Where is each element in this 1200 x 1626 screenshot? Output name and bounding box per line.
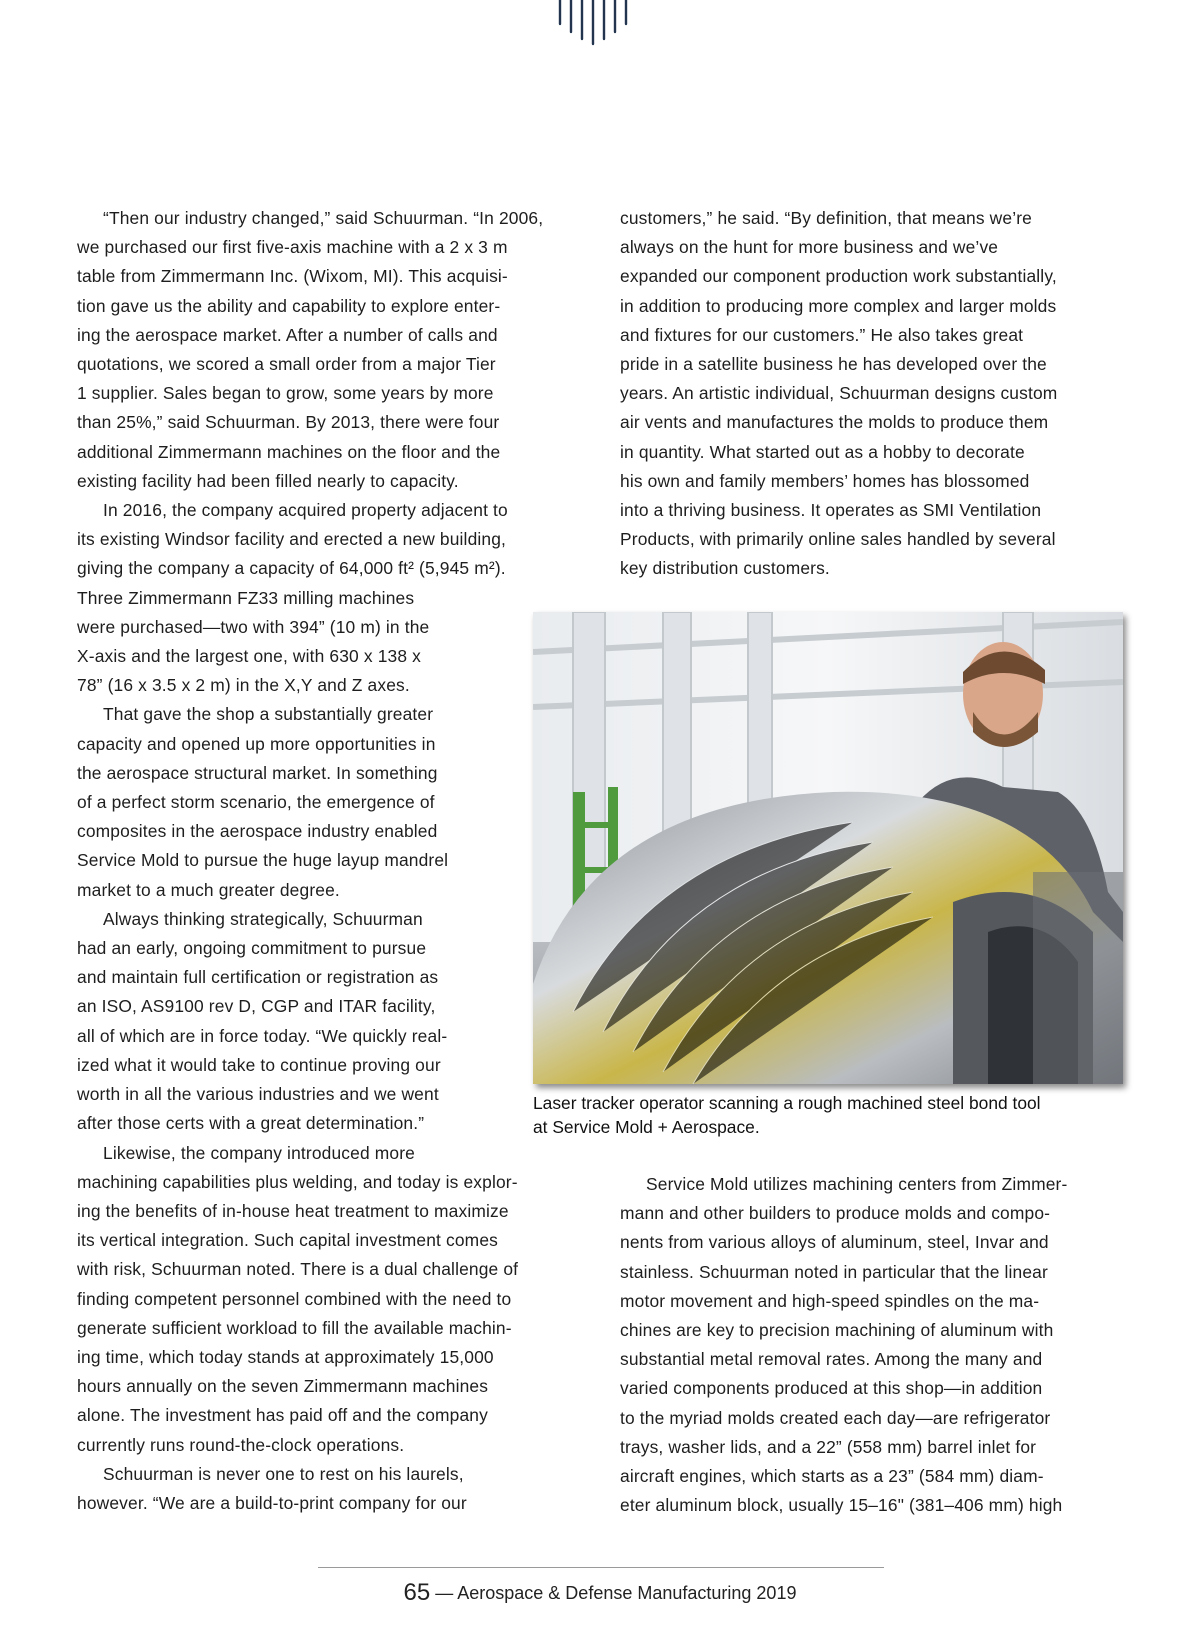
text-line: hours annually on the seven Zimmermann machines	[77, 1376, 489, 1397]
text-line: pride in a satellite business he has developed over the	[620, 354, 1047, 375]
text-line: table from Zimmermann Inc. (Wixom, MI). This acquisi-	[77, 266, 508, 287]
page-footer	[0, 1577, 1200, 1609]
text-line: however. “We are a build-to-print company for our	[77, 1492, 467, 1513]
text-line: all of which are in force today. “We quickly real-	[77, 1025, 448, 1046]
text-line: ized what it would take to continue proving our	[77, 1054, 441, 1075]
text-line: stainless. Schuurman noted in particular that the linear	[620, 1261, 1048, 1282]
text-line: and fixtures for our customers.” He also takes great	[620, 324, 1024, 345]
text-line: ing the aerospace market. After a number of calls and	[77, 324, 498, 345]
text-line: “Then our industry changed,” said Schuurman. “In 2006,	[103, 208, 544, 228]
text-line: motor movement and high-speed spindles on the ma-	[620, 1290, 1040, 1311]
footer-rule	[318, 1567, 884, 1568]
text-line: trays, washer lids, and a 22” (558 mm) barrel inlet for	[620, 1436, 1037, 1457]
text-line: with risk, Schuurman noted. There is a dual challenge of	[77, 1259, 519, 1280]
text-line: alone. The investment has paid off and the company	[77, 1405, 488, 1426]
text-line: into a thriving business. It operates as SMI Ventilation	[620, 500, 1042, 521]
text-line: generate sufficient workload to fill the available machin-	[77, 1317, 512, 1338]
publication-title: Aerospace & Defense Manufacturing 2019	[457, 1583, 797, 1603]
text-line: chines are key to precision machining of aluminum with	[620, 1320, 1054, 1341]
article-column-right-bottom	[620, 1170, 1130, 1520]
text-line: In 2016, the company acquired property adjacent to	[103, 500, 508, 521]
article-photo	[533, 612, 1123, 1084]
text-line: Service Mold to pursue the huge layup mandrel	[77, 850, 449, 871]
text-line: in quantity. What started out as a hobby to decorate	[620, 441, 1025, 462]
page-number: 65	[403, 1579, 431, 1606]
text-line: quotations, we scored a small order from a major Tier	[77, 354, 496, 375]
text-line: ing time, which today stands at approximately 15,000	[77, 1346, 494, 1367]
text-line: Service Mold utilizes machining centers from Zimmer-	[646, 1174, 1068, 1194]
text-line: composites in the aerospace industry enabled	[77, 821, 438, 842]
text-line: currently runs round-the-clock operations.	[77, 1434, 405, 1455]
text-line: 1 supplier. Sales began to grow, some years by more	[77, 383, 494, 404]
text-line: market to a much greater degree.	[77, 879, 340, 900]
article-column-left	[77, 204, 587, 1518]
text-line: its existing Windsor facility and erected a new building,	[77, 529, 507, 550]
factory-photo-illustration	[533, 612, 1123, 1084]
text-line: customers,” he said. “By definition, that means we’re	[620, 208, 1032, 228]
text-line: were purchased—two with 394” (10 m) in the	[77, 616, 430, 637]
text-line: than 25%,” said Schuurman. By 2013, there were four	[77, 412, 500, 433]
text-line: additional Zimmermann machines on the floor and the	[77, 441, 501, 462]
caption-line: Laser tracker operator scanning a rough machined steel bond tool	[533, 1093, 1041, 1113]
text-line: worth in all the various industries and we went	[77, 1084, 439, 1105]
text-line: Products, with primarily online sales handled by several	[620, 529, 1056, 550]
text-line: expanded our component production work substantially,	[620, 266, 1057, 287]
text-line: the aerospace structural market. In something	[77, 762, 438, 783]
text-line: his own and family members’ homes has blossomed	[620, 470, 1030, 491]
text-line: finding competent personnel combined with the need to	[77, 1288, 512, 1309]
text-line: That gave the shop a substantially greater	[103, 704, 434, 725]
text-line: Always thinking strategically, Schuurman	[103, 908, 423, 929]
text-line: in addition to producing more complex and larger molds	[620, 295, 1057, 316]
text-line: X-axis and the largest one, with 630 x 138 x	[77, 646, 421, 667]
footer-separator: —	[435, 1583, 454, 1603]
text-line: giving the company a capacity of 64,000 ft² (5,945 m²).	[77, 558, 506, 579]
text-line: nents from various alloys of aluminum, steel, Invar and	[620, 1232, 1049, 1253]
text-line: machining capabilities plus welding, and today is explor-	[77, 1171, 518, 1192]
text-line: had an early, ongoing commitment to pursue	[77, 938, 427, 959]
photo-caption	[533, 1091, 1133, 1139]
text-line: air vents and manufactures the molds to produce them	[620, 412, 1049, 433]
text-line: years. An artistic individual, Schuurman designs custom	[620, 383, 1058, 404]
text-line: Schuurman is never one to rest on his laurels,	[103, 1463, 464, 1484]
text-line: after those certs with a great determination.”	[77, 1113, 425, 1134]
text-line: aircraft engines, which starts as a 23” (584 mm) diam-	[620, 1466, 1044, 1487]
text-line: an ISO, AS9100 rev D, CGP and ITAR facility,	[77, 996, 436, 1017]
text-line: we purchased our first five-axis machine with a 2 x 3 m	[77, 237, 508, 258]
caption-line: at Service Mold + Aerospace.	[533, 1117, 760, 1137]
text-line: and maintain full certification or registration as	[77, 967, 439, 988]
text-line: Likewise, the company introduced more	[103, 1142, 415, 1163]
text-line: mann and other builders to produce molds and compo-	[620, 1203, 1051, 1224]
text-line: its vertical integration. Such capital investment comes	[77, 1230, 498, 1251]
text-line: ing the benefits of in-house heat treatment to maximize	[77, 1200, 509, 1221]
text-line: varied components produced at this shop—in addition	[620, 1378, 1043, 1399]
text-line: substantial metal removal rates. Among the many and	[620, 1349, 1043, 1370]
text-line: of a perfect storm scenario, the emergence of	[77, 792, 435, 813]
text-line: capacity and opened up more opportunities in	[77, 733, 436, 754]
text-line: 78” (16 x 3.5 x 2 m) in the X,Y and Z axes.	[77, 675, 410, 696]
text-line: key distribution customers.	[620, 558, 830, 579]
text-line: existing facility had been filled nearly to capacity.	[77, 470, 459, 491]
article-column-right-top	[620, 204, 1130, 584]
text-line: to the myriad molds created each day—are refrigerator	[620, 1407, 1051, 1428]
text-line: eter aluminum block, usually 15–16" (381–406 mm) high	[620, 1495, 1063, 1516]
text-line: tion gave us the ability and capability to explore enter-	[77, 295, 501, 316]
text-line: Three Zimmermann FZ33 milling machines	[77, 587, 415, 608]
decorative-lines	[557, 0, 639, 48]
text-line: always on the hunt for more business and we’ve	[620, 237, 999, 258]
